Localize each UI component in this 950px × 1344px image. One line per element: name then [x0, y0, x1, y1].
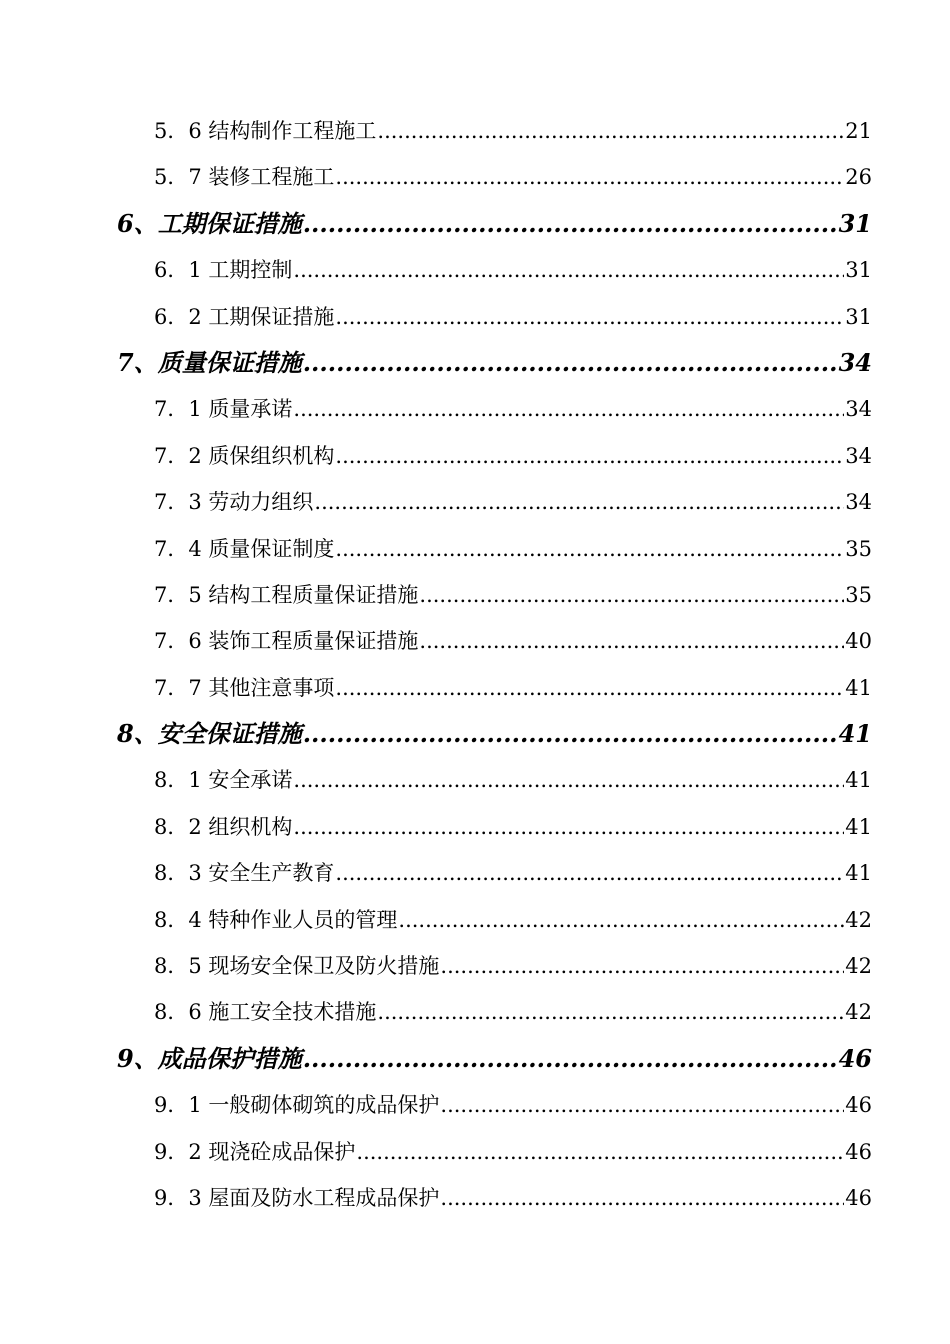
toc-entry-page-number: 41 [845, 675, 872, 700]
toc-section-entry[interactable] [0, 526, 950, 572]
toc-entry-title: 8．2 组织机构 [154, 814, 293, 839]
toc-section-entry[interactable] [0, 665, 950, 711]
toc-section-entry[interactable] [0, 294, 950, 340]
toc-chapter-entry[interactable] [0, 340, 950, 386]
toc-section-entry[interactable] [0, 1129, 950, 1175]
toc-section-entry[interactable] [0, 154, 950, 200]
dot-leader [440, 1175, 844, 1221]
toc-entry-title: 7、质量保证措施 [117, 347, 302, 377]
toc-section-entry[interactable] [0, 850, 950, 896]
toc-section-entry[interactable] [0, 572, 950, 618]
toc-entry-title: 8．6 施工安全技术措施 [154, 1000, 377, 1025]
toc-entry-page-number: 46 [845, 1093, 872, 1118]
toc-section-entry[interactable] [0, 247, 950, 293]
toc-entry-page-number: 31 [838, 208, 872, 238]
dot-leader [335, 433, 844, 479]
toc-entry-title: 7．2 质保组织机构 [154, 443, 335, 468]
dot-leader [377, 989, 844, 1035]
toc-entry-title: 7．3 劳动力组织 [154, 490, 314, 515]
toc-entry-page-number: 31 [845, 258, 872, 283]
toc-entry-page-number: 42 [845, 954, 872, 979]
toc-entry-page-number: 41 [845, 768, 872, 793]
dot-leader [440, 943, 844, 989]
toc-section-entry[interactable] [0, 1082, 950, 1128]
dot-leader [303, 201, 838, 247]
dot-leader [335, 850, 844, 896]
toc-section-entry[interactable] [0, 386, 950, 432]
toc-section-entry[interactable] [0, 804, 950, 850]
dot-leader [419, 618, 844, 664]
toc-entry-title: 5．6 结构制作工程施工 [154, 119, 377, 143]
toc-entry-page-number: 31 [845, 304, 872, 329]
toc-entry-title: 6、工期保证措施 [117, 208, 302, 238]
dot-leader [335, 526, 844, 572]
dot-leader [440, 1082, 844, 1128]
dot-leader [377, 108, 844, 154]
toc-entry-page-number: 34 [845, 397, 872, 422]
toc-section-entry[interactable] [0, 433, 950, 479]
toc-entry-title: 7．7 其他注意事项 [154, 675, 335, 700]
toc-entry-title: 7．4 质量保证制度 [154, 536, 335, 561]
toc-entry-page-number: 35 [845, 582, 872, 607]
toc-entry-title: 9．1 一般砌体砌筑的成品保护 [154, 1093, 440, 1118]
toc-section-entry[interactable] [0, 618, 950, 664]
toc-entry-title: 6．1 工期控制 [154, 258, 293, 283]
dot-leader [303, 340, 838, 386]
toc-entry-page-number: 42 [845, 1000, 872, 1025]
toc-entry-page-number: 34 [845, 490, 872, 515]
dot-leader [293, 247, 844, 293]
toc-section-entry[interactable] [0, 757, 950, 803]
toc-entry-page-number: 46 [845, 1139, 872, 1164]
toc-section-entry[interactable] [0, 479, 950, 525]
toc-entry-title: 8、安全保证措施 [117, 719, 302, 749]
dot-leader [314, 479, 844, 525]
toc-entry-title: 8．4 特种作业人员的管理 [154, 907, 398, 932]
toc-entry-title: 9、成品保护措施 [117, 1043, 302, 1073]
toc-chapter-entry[interactable] [0, 1036, 950, 1082]
toc-entry-page-number: 35 [845, 536, 872, 561]
toc-section-entry[interactable] [0, 108, 950, 154]
dot-leader [335, 154, 844, 200]
toc-entry-page-number: 34 [838, 347, 872, 377]
toc-entry-page-number: 21 [845, 119, 872, 143]
toc-entry-title: 8．1 安全承诺 [154, 768, 293, 793]
dot-leader [398, 897, 844, 943]
toc-section-entry[interactable] [0, 1175, 950, 1221]
dot-leader [303, 711, 838, 757]
toc-chapter-entry[interactable] [0, 201, 950, 247]
toc-entry-title: 7．5 结构工程质量保证措施 [154, 582, 419, 607]
toc-entry-title: 6．2 工期保证措施 [154, 304, 335, 329]
toc-entry-title: 5．7 装修工程施工 [154, 165, 335, 190]
toc-entry-page-number: 41 [838, 719, 872, 749]
toc-entry-title: 7．6 装饰工程质量保证措施 [154, 629, 419, 654]
table-of-contents [0, 108, 950, 1221]
toc-entry-title: 8．3 安全生产教育 [154, 861, 335, 886]
toc-section-entry[interactable] [0, 989, 950, 1035]
dot-leader [356, 1129, 844, 1175]
toc-entry-title: 7．1 质量承诺 [154, 397, 293, 422]
toc-chapter-entry[interactable] [0, 711, 950, 757]
dot-leader [303, 1036, 838, 1082]
toc-entry-page-number: 42 [845, 907, 872, 932]
toc-entry-title: 8．5 现场安全保卫及防火措施 [154, 954, 440, 979]
toc-entry-page-number: 41 [845, 861, 872, 886]
toc-entry-page-number: 46 [845, 1185, 872, 1210]
toc-entry-title: 9．3 屋面及防水工程成品保护 [154, 1185, 440, 1210]
toc-entry-page-number: 26 [845, 165, 872, 190]
toc-section-entry[interactable] [0, 897, 950, 943]
toc-entry-title: 9．2 现浇砼成品保护 [154, 1139, 356, 1164]
dot-leader [293, 757, 844, 803]
toc-entry-page-number: 34 [845, 443, 872, 468]
toc-entry-page-number: 41 [845, 814, 872, 839]
dot-leader [335, 665, 844, 711]
toc-section-entry[interactable] [0, 943, 950, 989]
dot-leader [293, 386, 844, 432]
dot-leader [335, 294, 844, 340]
dot-leader [419, 572, 844, 618]
toc-entry-page-number: 46 [838, 1043, 872, 1073]
toc-entry-page-number: 40 [845, 629, 872, 654]
dot-leader [293, 804, 844, 850]
